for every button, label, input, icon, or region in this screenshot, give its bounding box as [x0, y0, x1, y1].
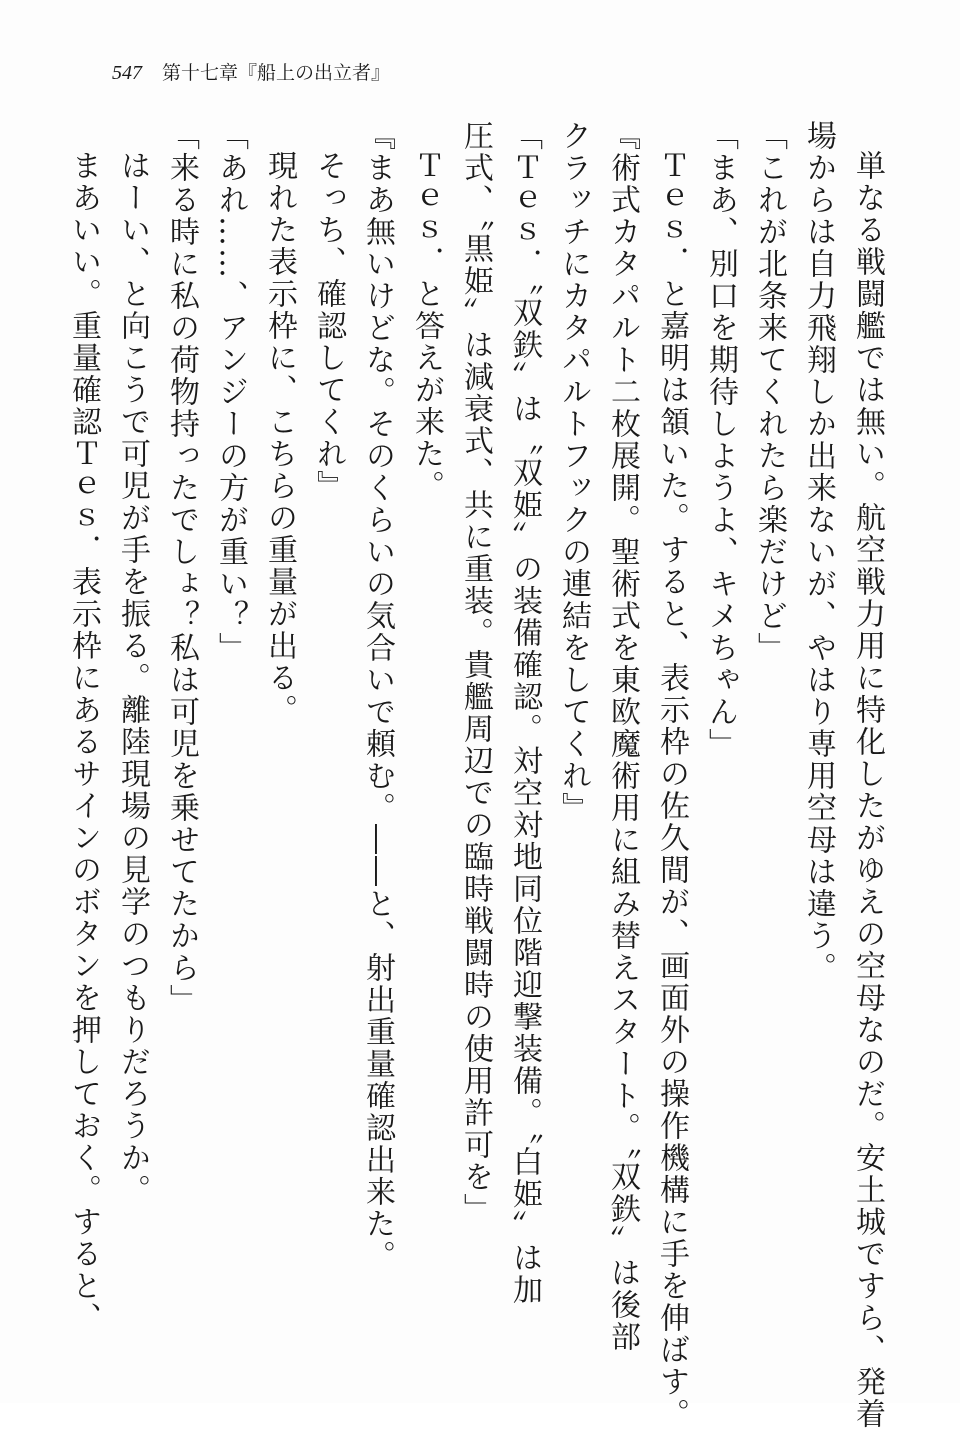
text-line: Ｔｅｓ．と答えが来た。	[409, 150, 444, 502]
chapter-title: 第十七章『船上の出立者』	[162, 62, 391, 84]
text-line: まあいい。重量確認Ｔｅｓ．表示枠にあるサインのボタンを押しておく。すると、	[66, 150, 101, 1334]
vertical-body-text	[66, 120, 892, 1430]
text-line: 「来る時に私の荷物持ったでしょ？私は可児を乗せてたから」	[164, 120, 199, 1016]
text-line: 『まあ無いけどな。そのくらいの気合いで頼む。――と、射出重量確認出来た。	[360, 120, 395, 1272]
page-number: 547	[112, 62, 142, 84]
text-line: 圧式、〝黒姫〟は減衰式、共に重装。貴艦周辺での臨時戦闘時の使用許可を」	[458, 120, 493, 1225]
text-line: 「これが北条来てくれたら楽だけど」	[752, 120, 787, 664]
text-line: 「Ｔｅｓ．〝双鉄〟は〝双姫〟の装備確認。対空対地同位階迎撃装備。〝白姫〟は加	[507, 120, 542, 1306]
text-line: 『術式カタパルト二枚展開。聖術式を東欧魔術用に組み替えスタート。〝双鉄〟は後部	[605, 120, 640, 1353]
text-line: そっち、確認してくれ』	[311, 150, 346, 502]
text-line: 現れた表示枠に、こちらの重量が出る。	[262, 150, 297, 726]
text-line: Ｔｅｓ．と嘉明は頷いた。すると、表示枠の佐久間が、画面外の操作機構に手を伸ばす。	[654, 150, 689, 1430]
text-line: クラッチにカタパルトフックの連結をしてくれ』	[556, 120, 591, 824]
text-line: 単なる戦闘艦では無い。航空戦力用に特化したがゆえの空母なのだ。安土城ですら、発着	[850, 150, 885, 1430]
text-line: 「あれ……、アンジーの方が重い？」	[213, 120, 248, 664]
text-line: 「まあ、別口を期待しようよ、キメちゃん」	[703, 120, 738, 760]
running-header	[112, 58, 390, 88]
text-line: はーい、と向こうで可児が手を振る。離陸現場の見学のつもりだろうか。	[115, 150, 150, 1206]
text-line: 場からは自力飛翔しか出来ないが、やはり専用空母は違う。	[801, 120, 836, 984]
